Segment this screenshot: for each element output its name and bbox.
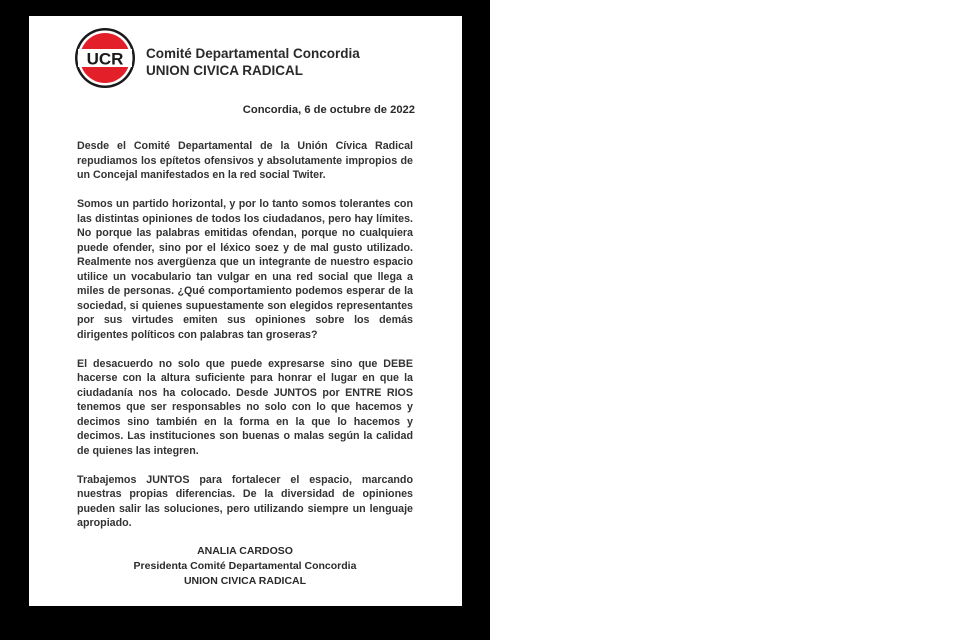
ucr-logo: [74, 27, 136, 89]
press-release-document: [29, 16, 462, 606]
paragraph: Desde el Comité Departamental de la Unión Cívica Radical repudiamos los epítetos ofensivos y absolutamente impropios de un Concejal manifestados en la red social Twiter.: [77, 140, 413, 181]
signatory-name: ANALIA CARDOSO: [197, 545, 293, 557]
paragraph: Somos un partido horizontal, y por lo tanto somos tolerantes con las distintas opiniones de todos los ciudadanos, pero hay límites. No porque las palabras emitidas ofendan, porque no cualquiera puede ofender, sino por el léxico soez y de mal gusto utilizado. Realmente nos avergüenza que un integrante de nuestro espacio utilice un vocabulario tan vulgar en una red social que llega a miles de personas. ¿Qué comportamiento podemos esperar de la sociedad, si quienes supuestamente son elegidos representantes por sus virtudes emiten sus opiniones sobre los demás dirigentes políticos con palabras tan groseras?: [77, 198, 413, 341]
paragraph: El desacuerdo no solo que puede expresarse sino que DEBE hacerse con la altura suficiente para honrar el lugar en que la ciudadanía nos ha colocado. Desde JUNTOS por ENTRE RIOS tenemos que ser responsables no solo con lo que hacemos y decimos sino también en la forma en la que lo hacemos y decimos. Las instituciones son buenas o malas según la calidad de quienes las integren.: [77, 357, 413, 457]
signatory-role: Presidenta Comité Departamental Concordia: [133, 560, 357, 572]
document-date: Concordia, 6 de octubre de 2022: [242, 104, 415, 116]
logo-text: UCR: [86, 49, 124, 69]
org-committee-name: Comité Departamental Concordia: [146, 46, 360, 61]
org-party-name: UNION CIVICA RADICAL: [146, 63, 303, 78]
document-body: [77, 139, 413, 545]
organization-header: [146, 45, 360, 79]
signature-block: [77, 544, 413, 589]
signatory-party: UNION CIVICA RADICAL: [183, 575, 307, 587]
paragraph: Trabajemos JUNTOS para fortalecer el espacio, marcando nuestras propias diferencias. De la diversidad de opiniones pueden salir las soluciones, pero utilizando siempre un lenguaje apropiado.: [77, 473, 413, 529]
